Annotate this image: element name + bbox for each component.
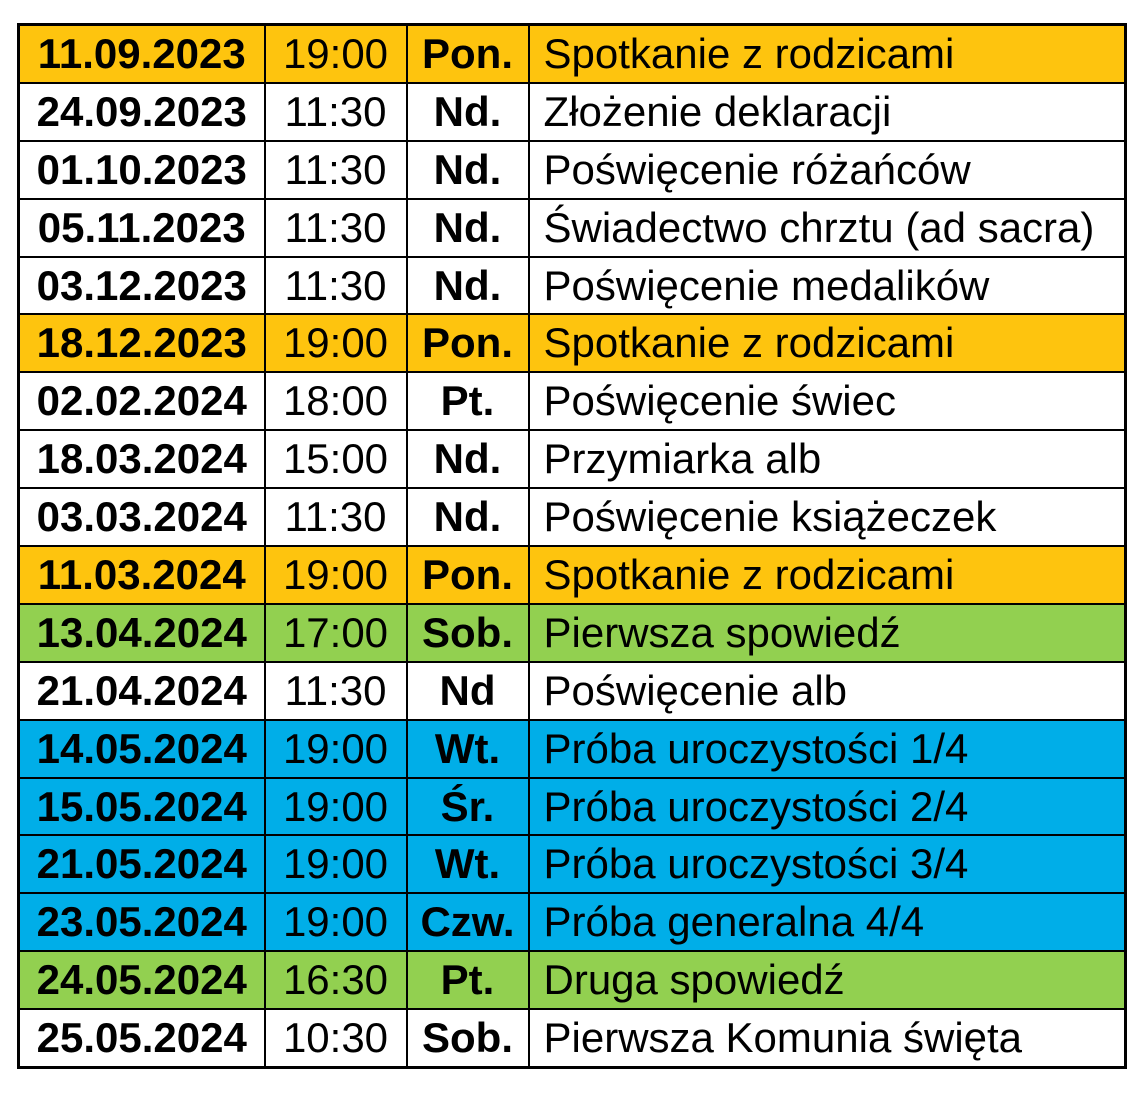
date-cell: 01.10.2023: [19, 141, 265, 199]
day-cell: Wt.: [407, 835, 529, 893]
schedule-row: [19, 141, 1126, 199]
day-cell: Nd.: [407, 430, 529, 488]
event-cell: Spotkanie z rodzicami: [529, 314, 1126, 372]
date-cell: 02.02.2024: [19, 372, 265, 430]
date-cell: 11.03.2024: [19, 546, 265, 604]
day-cell: Pt.: [407, 372, 529, 430]
time-cell: 11:30: [265, 488, 407, 546]
time-cell: 10:30: [265, 1009, 407, 1067]
event-cell: Spotkanie z rodzicami: [529, 25, 1126, 83]
event-cell: Pierwsza spowiedź: [529, 604, 1126, 662]
time-cell: 19:00: [265, 546, 407, 604]
event-cell: Spotkanie z rodzicami: [529, 546, 1126, 604]
day-cell: Nd.: [407, 83, 529, 141]
time-cell: 15:00: [265, 430, 407, 488]
event-cell: Próba uroczystości 1/4: [529, 720, 1126, 778]
event-cell: Poświęcenie medalików: [529, 257, 1126, 315]
day-cell: Sob.: [407, 1009, 529, 1067]
date-cell: 24.05.2024: [19, 951, 265, 1009]
event-cell: Poświęcenie świec: [529, 372, 1126, 430]
schedule-row: [19, 604, 1126, 662]
time-cell: 19:00: [265, 778, 407, 836]
schedule-row: [19, 951, 1126, 1009]
date-cell: 23.05.2024: [19, 893, 265, 951]
event-cell: Poświęcenie książeczek: [529, 488, 1126, 546]
event-cell: Próba uroczystości 3/4: [529, 835, 1126, 893]
date-cell: 03.03.2024: [19, 488, 265, 546]
schedule-row: [19, 893, 1126, 951]
date-cell: 03.12.2023: [19, 257, 265, 315]
date-cell: 25.05.2024: [19, 1009, 265, 1067]
day-cell: Pon.: [407, 546, 529, 604]
event-cell: Pierwsza Komunia święta: [529, 1009, 1126, 1067]
date-cell: 24.09.2023: [19, 83, 265, 141]
time-cell: 18:00: [265, 372, 407, 430]
event-cell: Druga spowiedź: [529, 951, 1126, 1009]
date-cell: 21.05.2024: [19, 835, 265, 893]
day-cell: Pon.: [407, 314, 529, 372]
schedule-row: [19, 199, 1126, 257]
time-cell: 11:30: [265, 141, 407, 199]
time-cell: 19:00: [265, 835, 407, 893]
date-cell: 14.05.2024: [19, 720, 265, 778]
schedule-row: [19, 372, 1126, 430]
time-cell: 19:00: [265, 25, 407, 83]
day-cell: Śr.: [407, 778, 529, 836]
schedule-row: [19, 1009, 1126, 1067]
time-cell: 11:30: [265, 662, 407, 720]
day-cell: Pt.: [407, 951, 529, 1009]
schedule-table: [17, 23, 1127, 1069]
event-cell: Złożenie deklaracji: [529, 83, 1126, 141]
date-cell: 15.05.2024: [19, 778, 265, 836]
day-cell: Wt.: [407, 720, 529, 778]
time-cell: 19:00: [265, 314, 407, 372]
event-cell: Poświęcenie różańców: [529, 141, 1126, 199]
time-cell: 19:00: [265, 893, 407, 951]
schedule-row: [19, 662, 1126, 720]
day-cell: Nd.: [407, 199, 529, 257]
schedule-row: [19, 25, 1126, 83]
schedule-row: [19, 778, 1126, 836]
event-cell: Poświęcenie alb: [529, 662, 1126, 720]
day-cell: Nd.: [407, 141, 529, 199]
schedule-row: [19, 488, 1126, 546]
schedule-row: [19, 314, 1126, 372]
day-cell: Nd.: [407, 257, 529, 315]
day-cell: Sob.: [407, 604, 529, 662]
date-cell: 18.03.2024: [19, 430, 265, 488]
date-cell: 18.12.2023: [19, 314, 265, 372]
schedule-row: [19, 720, 1126, 778]
schedule-row: [19, 83, 1126, 141]
time-cell: 11:30: [265, 257, 407, 315]
time-cell: 16:30: [265, 951, 407, 1009]
day-cell: Pon.: [407, 25, 529, 83]
schedule-row: [19, 546, 1126, 604]
time-cell: 19:00: [265, 720, 407, 778]
event-cell: Przymiarka alb: [529, 430, 1126, 488]
schedule-row: [19, 835, 1126, 893]
event-cell: Próba generalna 4/4: [529, 893, 1126, 951]
time-cell: 17:00: [265, 604, 407, 662]
time-cell: 11:30: [265, 83, 407, 141]
day-cell: Nd: [407, 662, 529, 720]
date-cell: 21.04.2024: [19, 662, 265, 720]
event-cell: Próba uroczystości 2/4: [529, 778, 1126, 836]
schedule-row: [19, 257, 1126, 315]
schedule-body: [19, 25, 1126, 1068]
event-cell: Świadectwo chrztu (ad sacra): [529, 199, 1126, 257]
time-cell: 11:30: [265, 199, 407, 257]
day-cell: Nd.: [407, 488, 529, 546]
schedule-table-container: [17, 23, 1127, 1069]
date-cell: 05.11.2023: [19, 199, 265, 257]
date-cell: 13.04.2024: [19, 604, 265, 662]
schedule-row: [19, 430, 1126, 488]
day-cell: Czw.: [407, 893, 529, 951]
date-cell: 11.09.2023: [19, 25, 265, 83]
